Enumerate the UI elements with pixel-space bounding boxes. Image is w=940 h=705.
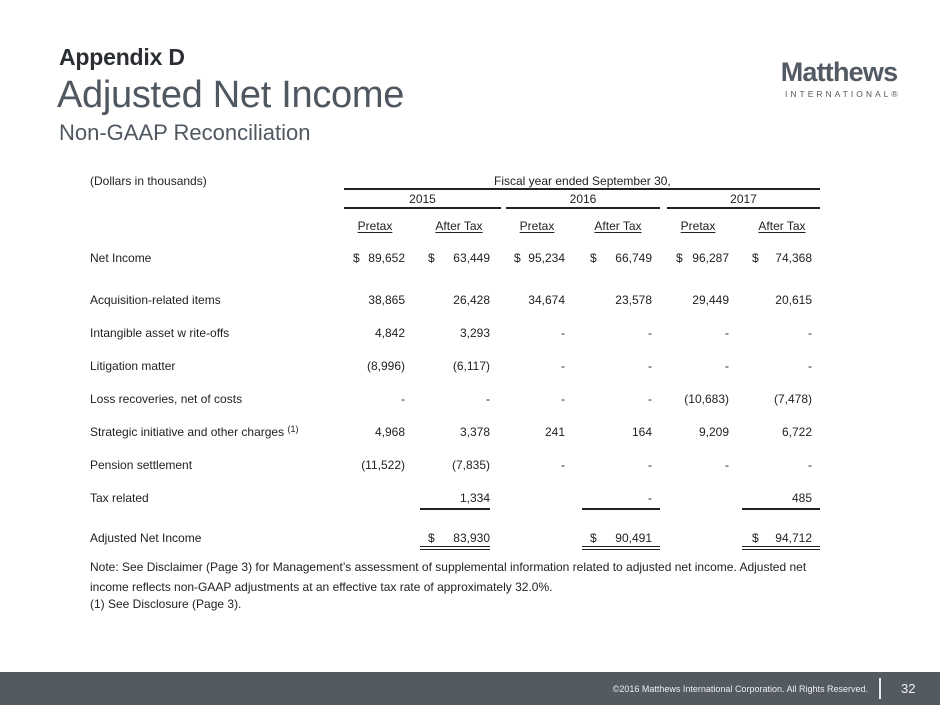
year-header: 2016 [569, 192, 597, 206]
cell-value: 6,722 [781, 425, 812, 439]
row-label-text: Intangible asset w rite-offs [90, 326, 230, 340]
cell-value: 83,930 [453, 531, 490, 545]
cell-value: - [561, 359, 565, 373]
cell-value: (11,522) [361, 458, 405, 472]
cell-value: - [808, 359, 812, 373]
cell-value: 485 [791, 491, 812, 505]
row-label [90, 251, 151, 265]
cell-value: 96,287 [692, 251, 729, 265]
cell-value: 34,674 [528, 293, 565, 307]
copyright-text: ©2016 Matthews International Corporation. All Rights Reserved. [612, 684, 868, 694]
row-label-text: Adjusted Net Income [90, 531, 202, 545]
column-subheader: Pretax [519, 219, 555, 233]
cell-value: 38,865 [368, 293, 405, 307]
row-label [90, 326, 229, 340]
currency-symbol: $ [676, 251, 683, 265]
currency-symbol: $ [353, 251, 360, 265]
period-label: Fiscal year ended September 30, [494, 174, 671, 188]
appendix-label: Appendix D [59, 44, 185, 70]
cell-value: 63,449 [453, 251, 490, 265]
page-number: 32 [901, 681, 916, 696]
cell-value: 3,378 [459, 425, 490, 439]
cell-value: - [725, 458, 729, 472]
total-double-rule [582, 546, 660, 550]
cell-value: (8,996) [366, 359, 405, 373]
cell-value: - [648, 458, 652, 472]
cell-value: 164 [631, 425, 652, 439]
cell-value: 95,234 [528, 251, 565, 265]
logo-subtitle: INTERNATIONAL® [785, 89, 901, 99]
subtotal-rule [742, 508, 820, 510]
cell-value: - [648, 326, 652, 340]
year-rule [667, 207, 820, 209]
cell-value: - [808, 458, 812, 472]
cell-value: - [725, 326, 729, 340]
year-header: 2015 [409, 192, 436, 206]
cell-value: (10,683) [684, 392, 729, 406]
currency-symbol: $ [428, 531, 435, 545]
row-label [90, 491, 149, 505]
row-label-text: Net Income [90, 251, 152, 265]
footnote-marker: (1) [287, 424, 299, 434]
column-subheader: After Tax [758, 219, 806, 233]
total-double-rule [420, 546, 490, 550]
year-rule [344, 207, 501, 209]
units-label: (Dollars in thousands) [90, 174, 207, 188]
currency-symbol: $ [590, 531, 597, 545]
column-subheader: Pretax [680, 219, 716, 233]
row-label [90, 425, 298, 439]
cell-value: 29,449 [692, 293, 729, 307]
cell-value: - [725, 359, 729, 373]
row-label-text: Acquisition-related items [90, 293, 221, 307]
currency-symbol: $ [514, 251, 521, 265]
cell-value: - [808, 326, 812, 340]
period-rule [344, 188, 820, 190]
cell-value: - [561, 392, 565, 406]
row-label [90, 531, 201, 545]
row-label-text: Tax related [90, 491, 149, 505]
cell-value: - [648, 491, 652, 505]
subtotal-rule [582, 508, 660, 510]
cell-value: 9,209 [698, 425, 729, 439]
cell-value: 74,368 [775, 251, 812, 265]
row-label-text: Loss recoveries, net of costs [90, 392, 243, 406]
cell-value: 3,293 [459, 326, 490, 340]
year-rule [506, 207, 660, 209]
cell-value: 241 [544, 425, 565, 439]
cell-value: - [648, 359, 652, 373]
row-label [90, 458, 192, 472]
cell-value: (6,117) [452, 359, 490, 373]
column-subheader: After Tax [594, 219, 642, 233]
cell-value: (7,478) [773, 392, 812, 406]
page-title: Adjusted Net Income [57, 74, 405, 116]
cell-value: 66,749 [615, 251, 652, 265]
page-subtitle: Non-GAAP Reconciliation [59, 120, 311, 145]
row-label [90, 359, 175, 373]
currency-symbol: $ [428, 251, 435, 265]
cell-value: 20,615 [775, 293, 812, 307]
subtotal-rule [420, 508, 490, 510]
cell-value: 90,491 [615, 531, 652, 545]
cell-value: - [561, 458, 565, 472]
row-label-text: Pension settlement [90, 458, 193, 472]
row-label-text: Litigation matter [90, 359, 176, 373]
cell-value: 4,842 [374, 326, 405, 340]
currency-symbol: $ [752, 251, 759, 265]
currency-symbol: $ [590, 251, 597, 265]
cell-value: 26,428 [453, 293, 490, 307]
cell-value: - [486, 392, 490, 406]
currency-symbol: $ [752, 531, 759, 545]
logo-name: Matthews [780, 57, 898, 87]
disclaimer-note: Note: See Disclaimer (Page 3) for Management’s assessment of supplemental information related to adjusted net income. Adjusted net income reflects non-GAAP adjustments at an effective tax rate of approximately 32.0%. [90, 560, 807, 594]
column-subheader: After Tax [435, 219, 483, 233]
footnote: (1) See Disclosure (Page 3). [90, 597, 242, 611]
column-subheader: Pretax [357, 219, 393, 233]
cell-value: 1,334 [459, 491, 490, 505]
year-header: 2017 [730, 192, 757, 206]
cell-value: - [401, 392, 405, 406]
cell-value: 89,652 [368, 251, 405, 265]
footer-divider [879, 678, 881, 699]
cell-value: 4,968 [374, 425, 405, 439]
cell-value: - [648, 392, 652, 406]
row-label-text: Strategic initiative and other charges [90, 425, 285, 439]
cell-value: (7,835) [451, 458, 490, 472]
row-label [90, 392, 242, 406]
cell-value: 94,712 [775, 531, 812, 545]
row-label [90, 293, 221, 307]
cell-value: 23,578 [615, 293, 652, 307]
footer-bar [0, 672, 940, 705]
total-double-rule [742, 546, 820, 550]
cell-value: - [561, 326, 565, 340]
